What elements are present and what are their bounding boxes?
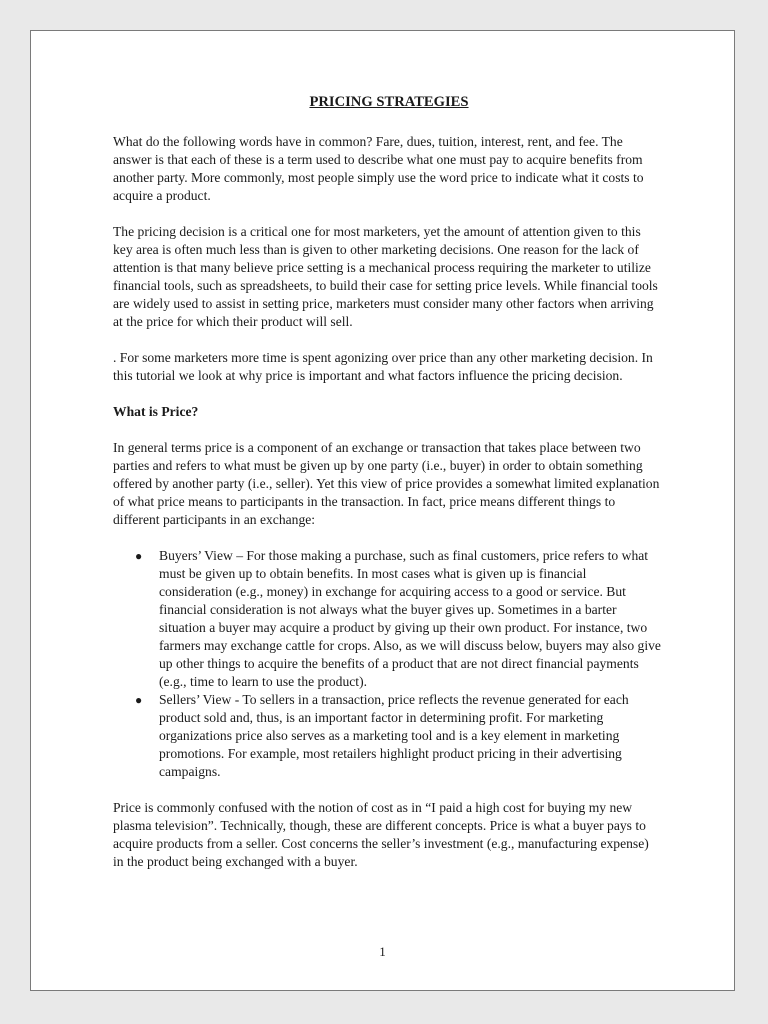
intro-paragraph: What do the following words have in common? Fare, dues, tuition, interest, rent, and fee. The answer is that each of these is a term used to describe what one must pay to acquire benefits from another party. More commonly, most people simply use the word price to indicate what it costs to acquire a product. — [113, 134, 644, 203]
views-bullet-list — [113, 547, 661, 781]
bullet-icon: ● — [135, 693, 143, 707]
pricing-decision-paragraph: The pricing decision is a critical one for most marketers, yet the amount of attention given to this key area is often much less than is given to other marketing decisions. One reason for the lack of attention is that many believe price setting is a mechanical process requiring the marketer to utilize financial tools, such as spreadsheets, to build their case for setting price levels. While financial tools are widely used to assist in setting price, marketers must consider many other factors when arriving at the price for which their product will sell. — [113, 224, 658, 329]
list-item — [135, 691, 661, 781]
page-number: 1 — [379, 944, 386, 959]
list-item — [135, 547, 661, 691]
document-title: PRICING STRATEGIES — [309, 94, 469, 110]
marketers-time-paragraph: . For some marketers more time is spent agonizing over price than any other marketing decision. In this tutorial we look at why price is important and what factors influence the pricing decision. — [113, 350, 653, 383]
document-page — [30, 30, 735, 991]
price-vs-cost-paragraph: Price is commonly confused with the notion of cost as in “I paid a high cost for buying my new plasma television”. Technically, though, these are different concepts. Price is what a buyer pays to acquire products from a seller. Cost concerns the seller’s investment (e.g., manufacturing expense) in the product being exchanged with a buyer. — [113, 800, 649, 869]
bullet-icon: ● — [135, 549, 143, 563]
sellers-view-text: Sellers’ View - To sellers in a transaction, price reflects the revenue generated for each product sold and, thus, is an important factor in determining profit. For marketing organizations price also serves as a marketing tool and is a key element in marketing promotions. For example, most retailers highlight product pricing in their advertising campaigns. — [159, 692, 629, 779]
price-definition-paragraph: In general terms price is a component of an exchange or transaction that takes place between two parties and refers to what must be given up by one party (i.e., buyer) in order to obtain something offered by another party (i.e., seller). Yet this view of price provides a somewhat limited explanation of what price means to participants in the transaction. In fact, price means different things to different participants in an exchange: — [113, 440, 660, 527]
page-content — [113, 93, 661, 889]
section-heading: What is Price? — [113, 404, 199, 419]
buyers-view-text: Buyers’ View – For those making a purchase, such as final customers, price refers to what must be given up to obtain benefits. In most cases what is given up is financial consideration (e.g., money) in exchange for acquiring access to a good or service. But financial consideration is not always what the buyer gives up. Sometimes in a barter situation a buyer may acquire a product by giving up their own product. For instance, two farmers may exchange cattle for crops. Also, as we will discuss below, buyers may also give up other things to acquire the benefits of a product that are not direct financial payments (e.g., time to learn to use the product). — [159, 548, 661, 689]
